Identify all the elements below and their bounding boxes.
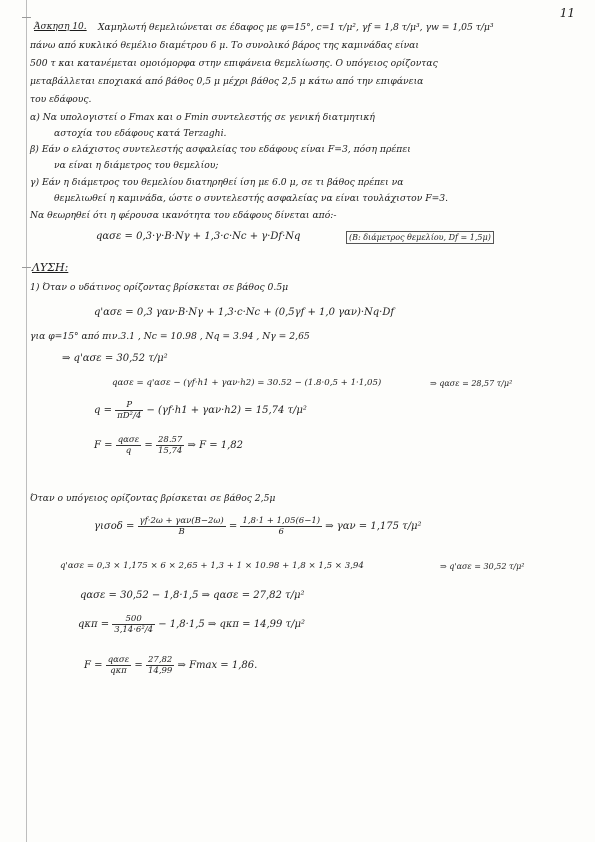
question-formula-intro: Να θεωρηθεί ότι η φέρουσα ικανότητα του εδάφους δίνεται από:- <box>30 210 337 221</box>
fmax-numerator-2: 27,82 <box>148 655 173 665</box>
gamma-fraction-1 <box>138 516 226 537</box>
solution-case1-result1: ⇒ q'ασε = 30,52 τ/μ² <box>62 353 168 364</box>
fmax-fraction-2 <box>146 655 174 676</box>
fmax-lhs: F = <box>84 660 103 671</box>
qkp-numerator: 500 <box>112 614 155 625</box>
gamma-denominator-1: B <box>178 527 185 537</box>
problem-label: Άσκηση 10. <box>34 22 87 32</box>
page-number: 11 <box>559 6 575 20</box>
f-result: ⇒ F = 1,82 <box>187 440 244 451</box>
solution-case2-qkp <box>78 614 305 635</box>
f-denominator-2: 15,74 <box>158 446 183 456</box>
gamma-denominator-2: 6 <box>278 527 284 537</box>
question-a-line-1: α) Να υπολογιστεί ο Fmax και ο Fmin συντελεστής σε γενική διατμητική <box>30 112 375 123</box>
margin-tick <box>22 17 31 18</box>
f-numerator-1: qασε <box>117 435 140 445</box>
qkp-fraction <box>112 614 155 635</box>
problem-line-4: μεταβάλλεται εποχιακά από βάθος 0,5 μ μέχρι βάθος 2,5 μ κάτω από την επιφάνεια <box>30 76 424 87</box>
solution-case1-eq1: q'ασε = 0,3 γαν·B·Nγ + 1,3·c·Nc + (0,5γf + 1,0 γαν)·Nq·Df <box>94 307 395 318</box>
f-denominator-1: q <box>125 446 132 456</box>
solution-case1-f <box>94 435 243 456</box>
question-b-line-2: να είναι η διάμετρος του θεμελίου; <box>54 160 219 171</box>
question-b-line-1: β) Εάν ο ελάχιστος συντελεστής ασφαλείας του εδάφους είναι F=3, πόση πρέπει <box>30 144 411 155</box>
f-fraction-1 <box>116 435 142 456</box>
f-lhs: F = <box>94 440 113 451</box>
gamma-numerator-2: 1,8·1 + 1,05(6−1) <box>242 516 321 526</box>
problem-line-1: Χαμηλωτή θεμελιώνεται σε έδαφος με φ=15°, c=1 τ/μ², γf = 1,8 τ/μ³, γw = 1,05 τ/μ³ <box>98 22 494 33</box>
solution-case2-intro: Όταν ο υπόγειος ορίζοντας βρίσκεται σε βάθος 2,5μ <box>30 493 276 504</box>
solution-case1-eq2-result: ⇒ qασε = 28,57 τ/μ² <box>430 379 513 388</box>
question-c-line-1: γ) Εάν η διάμετρος του θεμελίου διατηρηθεί ίση με 6.0 μ, σε τι βάθος πρέπει να <box>30 177 404 188</box>
gamma-numerator-1: γf·2ω + γαν(B−2ω) <box>139 516 224 526</box>
bearing-capacity-formula: qασε = 0,3·γ·B·Nγ + 1,3·c·Nc + γ·Df·Nq <box>96 231 301 242</box>
solution-case2-eq1: q'ασε = 0,3 × 1,175 × 6 × 2,65 + 1,3 + 1 × 10.98 + 1,8 × 1,5 × 3,94 <box>60 561 364 571</box>
fmax-equals: = <box>134 660 143 671</box>
solution-case2-gamma <box>94 516 422 537</box>
solution-case2-f <box>84 655 257 676</box>
problem-line-5: του εδάφους. <box>30 94 92 105</box>
fmax-fraction-1 <box>106 655 132 676</box>
qkp-denominator: 3,14·6²/4 <box>114 625 153 635</box>
gamma-fraction-2 <box>240 516 322 537</box>
f-fraction-2 <box>156 435 184 456</box>
formula-note: (B: διάμετρος θεμελίου, Df = 1,5μ) <box>346 231 494 244</box>
solution-case1-eq2: qασε = q'ασε − (γf·h1 + γαν·h2) = 30.52 − (1.8·0,5 + 1·1,05) <box>112 378 382 388</box>
solution-case2-eq2: qασε = 30,52 − 1,8·1,5 ⇒ qασε = 27,82 τ/μ² <box>80 590 305 601</box>
solution-case1-params: για φ=15° από πιν.3.1 , Nc = 10.98 , Nq = 3.94 , Nγ = 2,65 <box>30 331 310 342</box>
solution-case2-eq1-result: ⇒ q'ασε = 30,52 τ/μ² <box>440 562 525 571</box>
solution-case1-intro: 1) Όταν ο υδάτινος ορίζοντας βρίσκεται σε βάθος 0.5μ <box>30 282 289 293</box>
question-c-line-2: θεμελιωθεί η καμινάδα, ώστε ο συντελεστής ασφαλείας να είναι τουλάχιστον F=3. <box>54 193 449 204</box>
q-rhs: − (γf·h1 + γαν·h2) = 15,74 τ/μ² <box>146 405 307 416</box>
f-equals: = <box>144 440 153 451</box>
q-fraction <box>115 400 143 421</box>
fmax-denominator-1: qκπ <box>110 666 127 676</box>
fmax-denominator-2: 14,99 <box>148 666 173 676</box>
margin-line <box>26 0 27 842</box>
f-numerator-2: 28.57 <box>158 435 183 445</box>
qkp-lhs: qκπ = <box>78 619 110 630</box>
fmax-result: ⇒ Fmax = 1,86. <box>177 660 258 671</box>
gamma-equals: = <box>228 521 238 532</box>
problem-line-2: πάνω από κυκλικό θεμέλιο διαμέτρου 6 μ. Το συνολικό βάρος της καμινάδας είναι <box>30 40 419 51</box>
solution-label: ΛΥΣΗ: <box>32 261 69 274</box>
q-denominator: πD²/4 <box>117 411 142 421</box>
fmax-numerator-1: qασε <box>107 655 130 665</box>
q-numerator: P <box>115 400 143 411</box>
q-lhs: q = <box>94 405 112 416</box>
qkp-rhs: − 1,8·1,5 ⇒ qκπ = 14,99 τ/μ² <box>158 619 305 630</box>
gamma-result: ⇒ γαν = 1,175 τ/μ² <box>325 521 422 532</box>
problem-line-3: 500 τ και κατανέμεται ομοιόμορφα στην επιφάνεια θεμελίωσης. Ο υπόγειος ορίζοντας <box>30 58 438 69</box>
question-a-line-2: αστοχία του εδάφους κατά Terzaghi. <box>54 128 227 139</box>
margin-tick <box>22 267 31 268</box>
solution-case1-q <box>94 400 307 421</box>
gamma-lhs: γισοδ = <box>94 521 135 532</box>
